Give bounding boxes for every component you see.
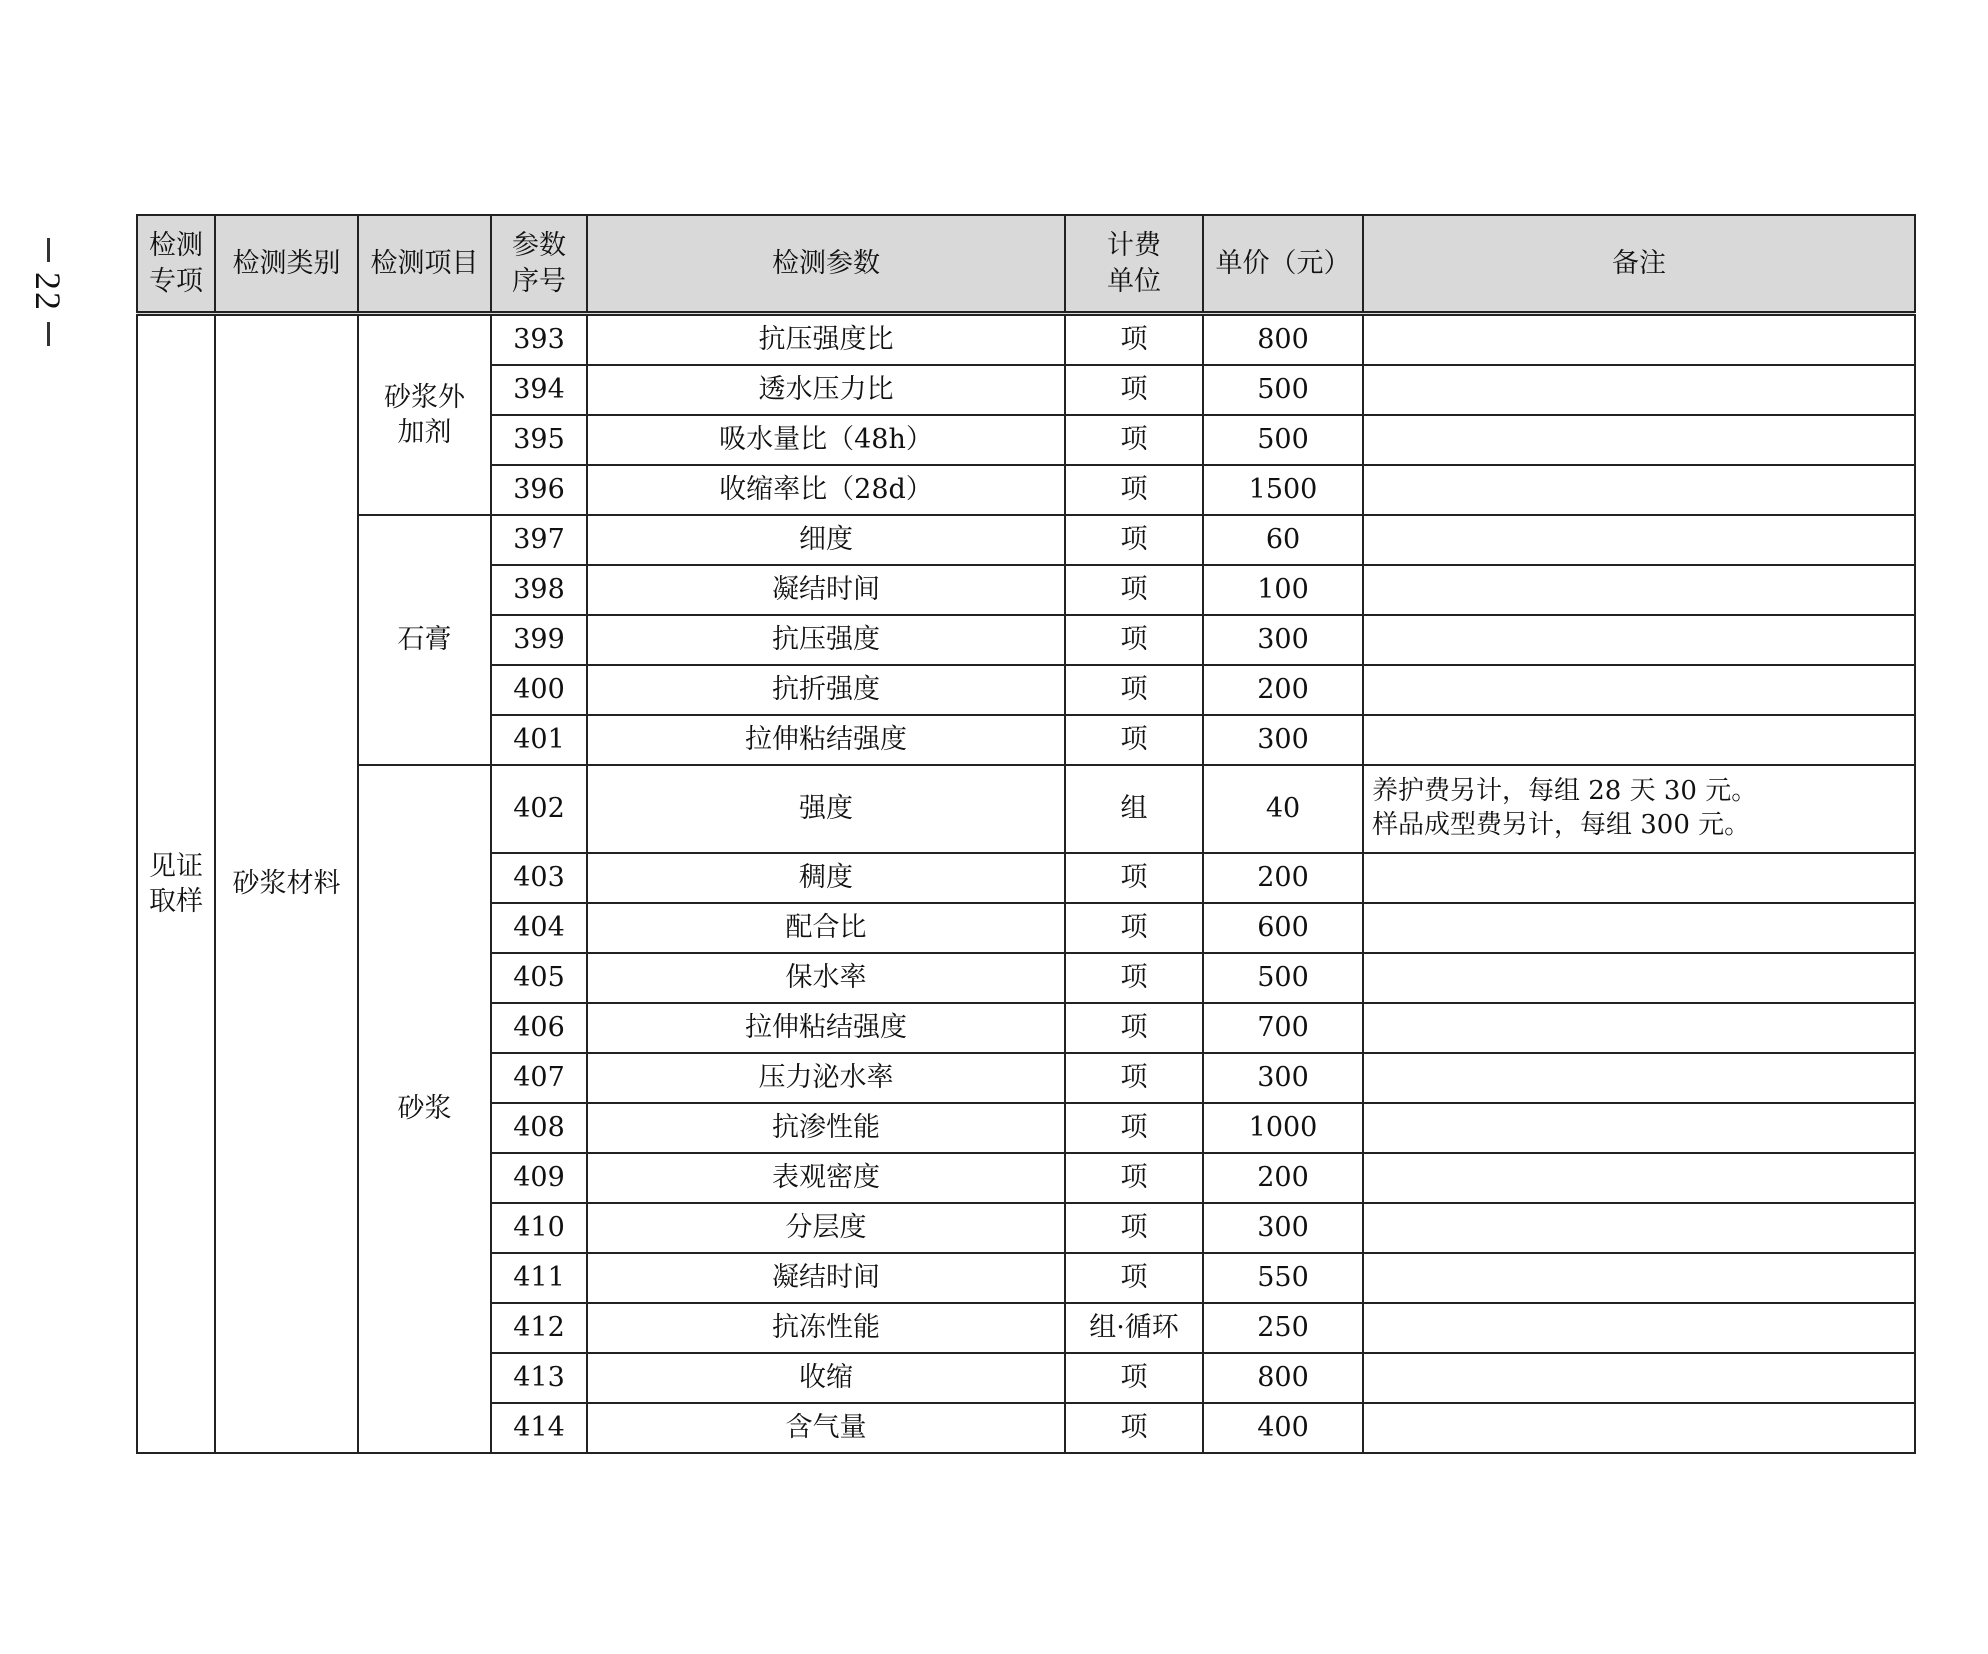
- remark-cell: [1363, 415, 1915, 465]
- param-no-cell: 408: [491, 1103, 587, 1153]
- page-number-dash-top: [47, 238, 50, 262]
- price-cell: 40: [1203, 765, 1363, 853]
- remark-cell: [1363, 665, 1915, 715]
- price-cell: 250: [1203, 1303, 1363, 1353]
- param-cell: 凝结时间: [587, 1253, 1065, 1303]
- price-cell: 300: [1203, 715, 1363, 765]
- param-cell: 抗压强度: [587, 615, 1065, 665]
- param-no-cell: 406: [491, 1003, 587, 1053]
- table-row: [137, 314, 1915, 366]
- param-cell: 强度: [587, 765, 1065, 853]
- item-cell: 砂浆外加剂: [358, 314, 491, 516]
- remark-cell: [1363, 1103, 1915, 1153]
- item-cell: 石膏: [358, 515, 491, 765]
- price-cell: 300: [1203, 1203, 1363, 1253]
- unit-cell: 项: [1065, 715, 1203, 765]
- unit-cell: 项: [1065, 903, 1203, 953]
- unit-cell: 项: [1065, 1103, 1203, 1153]
- param-no-cell: 404: [491, 903, 587, 953]
- remark-cell: [1363, 715, 1915, 765]
- param-cell: 凝结时间: [587, 565, 1065, 615]
- remark-cell: [1363, 565, 1915, 615]
- param-cell: 抗折强度: [587, 665, 1065, 715]
- param-no-cell: 410: [491, 1203, 587, 1253]
- remark-cell: [1363, 465, 1915, 515]
- param-no-cell: 398: [491, 565, 587, 615]
- param-no-cell: 414: [491, 1403, 587, 1453]
- price-cell: 500: [1203, 953, 1363, 1003]
- unit-cell: 项: [1065, 565, 1203, 615]
- param-no-cell: 400: [491, 665, 587, 715]
- remark-cell: [1363, 1203, 1915, 1253]
- page-number-dash-bottom: [47, 322, 50, 346]
- category-cell: 砂浆材料: [215, 314, 358, 1454]
- param-no-cell: 393: [491, 314, 587, 366]
- item-cell: 砂浆: [358, 765, 491, 1453]
- unit-cell: 组·循环: [1065, 1303, 1203, 1353]
- table-row: [137, 765, 1915, 853]
- header-special: 检测专项: [137, 215, 215, 314]
- price-cell: 700: [1203, 1003, 1363, 1053]
- param-no-cell: 396: [491, 465, 587, 515]
- price-cell: 550: [1203, 1253, 1363, 1303]
- header-item: 检测项目: [358, 215, 491, 314]
- price-cell: 200: [1203, 665, 1363, 715]
- unit-cell: 项: [1065, 515, 1203, 565]
- price-cell: 200: [1203, 853, 1363, 903]
- remark-cell: [1363, 1053, 1915, 1103]
- remark-line: 样品成型费另计，每组 300 元。: [1372, 810, 1751, 840]
- remark-line: 养护费另计，每组 28 天 30 元。: [1372, 776, 1758, 807]
- remark-cell: [1363, 515, 1915, 565]
- unit-cell: 项: [1065, 615, 1203, 665]
- remark-cell: [1363, 903, 1915, 953]
- remark-cell: [1363, 1003, 1915, 1053]
- price-cell: 200: [1203, 1153, 1363, 1203]
- price-cell: 300: [1203, 615, 1363, 665]
- param-no-cell: 397: [491, 515, 587, 565]
- param-cell: 收缩: [587, 1353, 1065, 1403]
- param-cell: 收缩率比（28d）: [587, 465, 1065, 515]
- remark-cell: [1363, 1303, 1915, 1353]
- param-cell: 保水率: [587, 953, 1065, 1003]
- param-no-cell: 409: [491, 1153, 587, 1203]
- param-cell: 吸水量比（48h）: [587, 415, 1065, 465]
- fee-table: [136, 214, 1916, 1454]
- param-cell: 分层度: [587, 1203, 1065, 1253]
- price-cell: 300: [1203, 1053, 1363, 1103]
- unit-cell: 项: [1065, 465, 1203, 515]
- param-no-cell: 407: [491, 1053, 587, 1103]
- remark-cell: [1363, 1153, 1915, 1203]
- param-cell: 表观密度: [587, 1153, 1065, 1203]
- price-cell: 500: [1203, 365, 1363, 415]
- price-cell: 1000: [1203, 1103, 1363, 1153]
- remark-cell: [1363, 1253, 1915, 1303]
- header-price: 单价（元）: [1203, 215, 1363, 314]
- header-param: 检测参数: [587, 215, 1065, 314]
- param-no-cell: 412: [491, 1303, 587, 1353]
- remark-cell: [1363, 953, 1915, 1003]
- param-cell: 细度: [587, 515, 1065, 565]
- header-category: 检测类别: [215, 215, 358, 314]
- remark-cell: [1363, 615, 1915, 665]
- param-no-cell: 399: [491, 615, 587, 665]
- param-no-cell: 402: [491, 765, 587, 853]
- param-no-cell: 413: [491, 1353, 587, 1403]
- param-no-cell: 401: [491, 715, 587, 765]
- remark-cell: [1363, 365, 1915, 415]
- param-no-cell: 395: [491, 415, 587, 465]
- page-number-text: 22: [28, 272, 68, 312]
- price-cell: 1500: [1203, 465, 1363, 515]
- unit-cell: 项: [1065, 365, 1203, 415]
- unit-cell: 项: [1065, 853, 1203, 903]
- param-no-cell: 405: [491, 953, 587, 1003]
- param-no-cell: 394: [491, 365, 587, 415]
- price-cell: 60: [1203, 515, 1363, 565]
- remark-cell: [1363, 765, 1915, 853]
- price-cell: 800: [1203, 1353, 1363, 1403]
- param-cell: 抗压强度比: [587, 314, 1065, 366]
- remark-cell: [1363, 314, 1915, 366]
- price-cell: 500: [1203, 415, 1363, 465]
- param-cell: 拉伸粘结强度: [587, 1003, 1065, 1053]
- param-cell: 拉伸粘结强度: [587, 715, 1065, 765]
- param-cell: 压力泌水率: [587, 1053, 1065, 1103]
- header-unit: 计费单位: [1065, 215, 1203, 314]
- param-cell: 含气量: [587, 1403, 1065, 1453]
- unit-cell: 项: [1065, 314, 1203, 366]
- header-param-no: 参数序号: [491, 215, 587, 314]
- unit-cell: 项: [1065, 1053, 1203, 1103]
- price-cell: 400: [1203, 1403, 1363, 1453]
- price-cell: 600: [1203, 903, 1363, 953]
- param-no-cell: 411: [491, 1253, 587, 1303]
- param-cell: 抗渗性能: [587, 1103, 1065, 1153]
- unit-cell: 项: [1065, 1253, 1203, 1303]
- unit-cell: 项: [1065, 1153, 1203, 1203]
- remark-cell: [1363, 1403, 1915, 1453]
- unit-cell: 项: [1065, 1353, 1203, 1403]
- price-cell: 100: [1203, 565, 1363, 615]
- unit-cell: 项: [1065, 953, 1203, 1003]
- special-cell: 见证取样: [137, 314, 215, 1454]
- unit-cell: 项: [1065, 665, 1203, 715]
- page-number: [28, 222, 68, 362]
- table-header-row: [137, 215, 1915, 314]
- unit-cell: 项: [1065, 415, 1203, 465]
- param-cell: 抗冻性能: [587, 1303, 1065, 1353]
- unit-cell: 项: [1065, 1003, 1203, 1053]
- price-cell: 800: [1203, 314, 1363, 366]
- param-cell: 稠度: [587, 853, 1065, 903]
- param-cell: 透水压力比: [587, 365, 1065, 415]
- remark-cell: [1363, 853, 1915, 903]
- param-no-cell: 403: [491, 853, 587, 903]
- param-cell: 配合比: [587, 903, 1065, 953]
- unit-cell: 项: [1065, 1403, 1203, 1453]
- unit-cell: 项: [1065, 1203, 1203, 1253]
- remark-cell: [1363, 1353, 1915, 1403]
- header-remark: 备注: [1363, 215, 1915, 314]
- table-row: [137, 515, 1915, 565]
- unit-cell: 组: [1065, 765, 1203, 853]
